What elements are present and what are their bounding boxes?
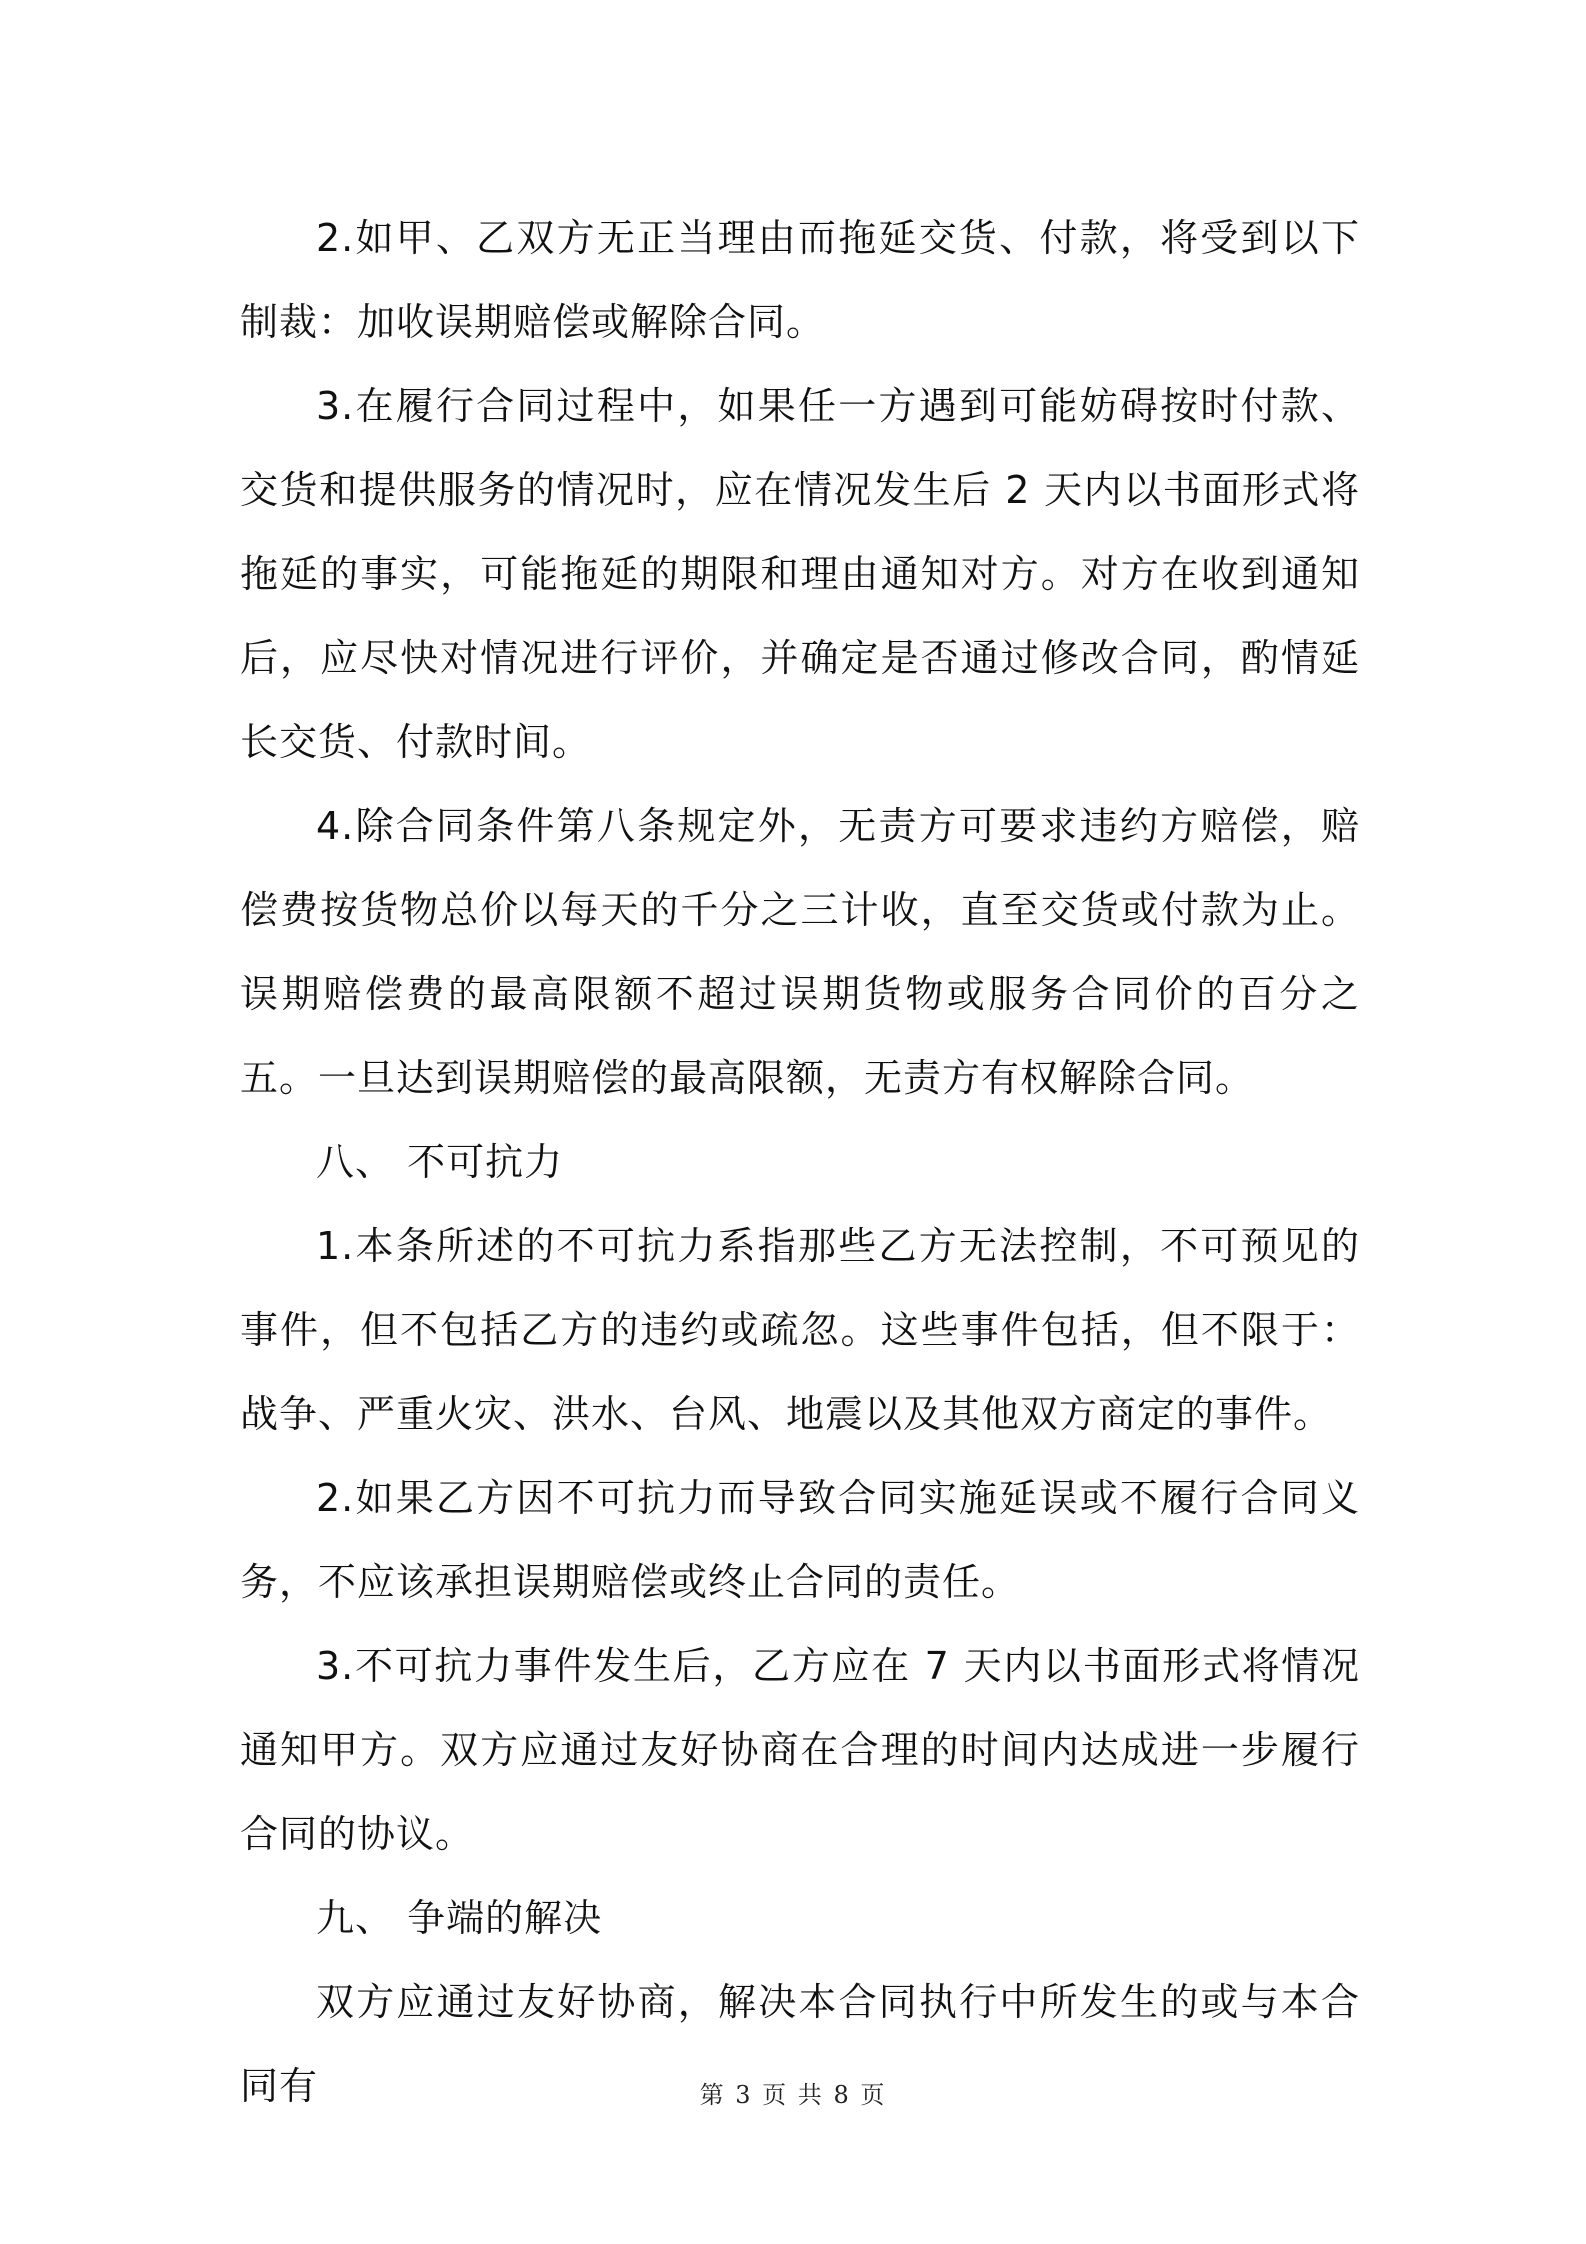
paragraph-force-majeure-exemption: 2.如果乙方因不可抗力而导致合同实施延误或不履行合同义务，不应该承担误期赔偿或终止合同的责任。 — [240, 1476, 1360, 1604]
paragraph-force-majeure-definition: 1.本条所述的不可抗力系指那些乙方无法控制，不可预见的事件，但不包括乙方的违约或疏忽。这些事件包括，但不限于：战争、严重火灾、洪水、台风、地震以及其他双方商定的事件。 — [240, 1224, 1360, 1436]
paragraph-notice-of-delay: 3.在履行合同过程中，如果任一方遇到可能妨碍按时付款、交货和提供服务的情况时，应在情况发生后 2 天内以书面形式将拖延的事实，可能拖延的期限和理由通知对方。对方在收到通知后，应尽快对情况进行评价，并确定是否通过修改合同，酌情延长交货、付款时间。 — [240, 384, 1360, 764]
page-number-footer: 第 3 页 共 8 页 — [699, 2081, 887, 2109]
paragraph-penalty-delay: 2.如甲、乙双方无正当理由而拖延交货、付款，将受到以下制裁：加收误期赔偿或解除合同。 — [240, 216, 1360, 344]
paragraph-force-majeure-notice: 3.不可抗力事件发生后，乙方应在 7 天内以书面形式将情况通知甲方。双方应通过友好协商在合理的时间内达成进一步履行合同的协议。 — [240, 1644, 1360, 1856]
paragraph-liquidated-damages: 4.除合同条件第八条规定外，无责方可要求违约方赔偿，赔偿费按货物总价以每天的千分之三计收，直至交货或付款为止。误期赔偿费的最高限额不超过误期货物或服务合同价的百分之五。一旦达到误期赔偿的最高限额，无责方有权解除合同。 — [240, 804, 1360, 1100]
section-heading-dispute-resolution: 九、 争端的解决 — [316, 1896, 603, 1940]
section-heading-force-majeure: 八、 不可抗力 — [316, 1140, 564, 1184]
document-body — [240, 196, 1360, 2128]
paragraph-dispute-resolution: 双方应通过友好协商，解决本合同执行中所发生的或与本合同有 — [240, 1980, 1360, 2108]
